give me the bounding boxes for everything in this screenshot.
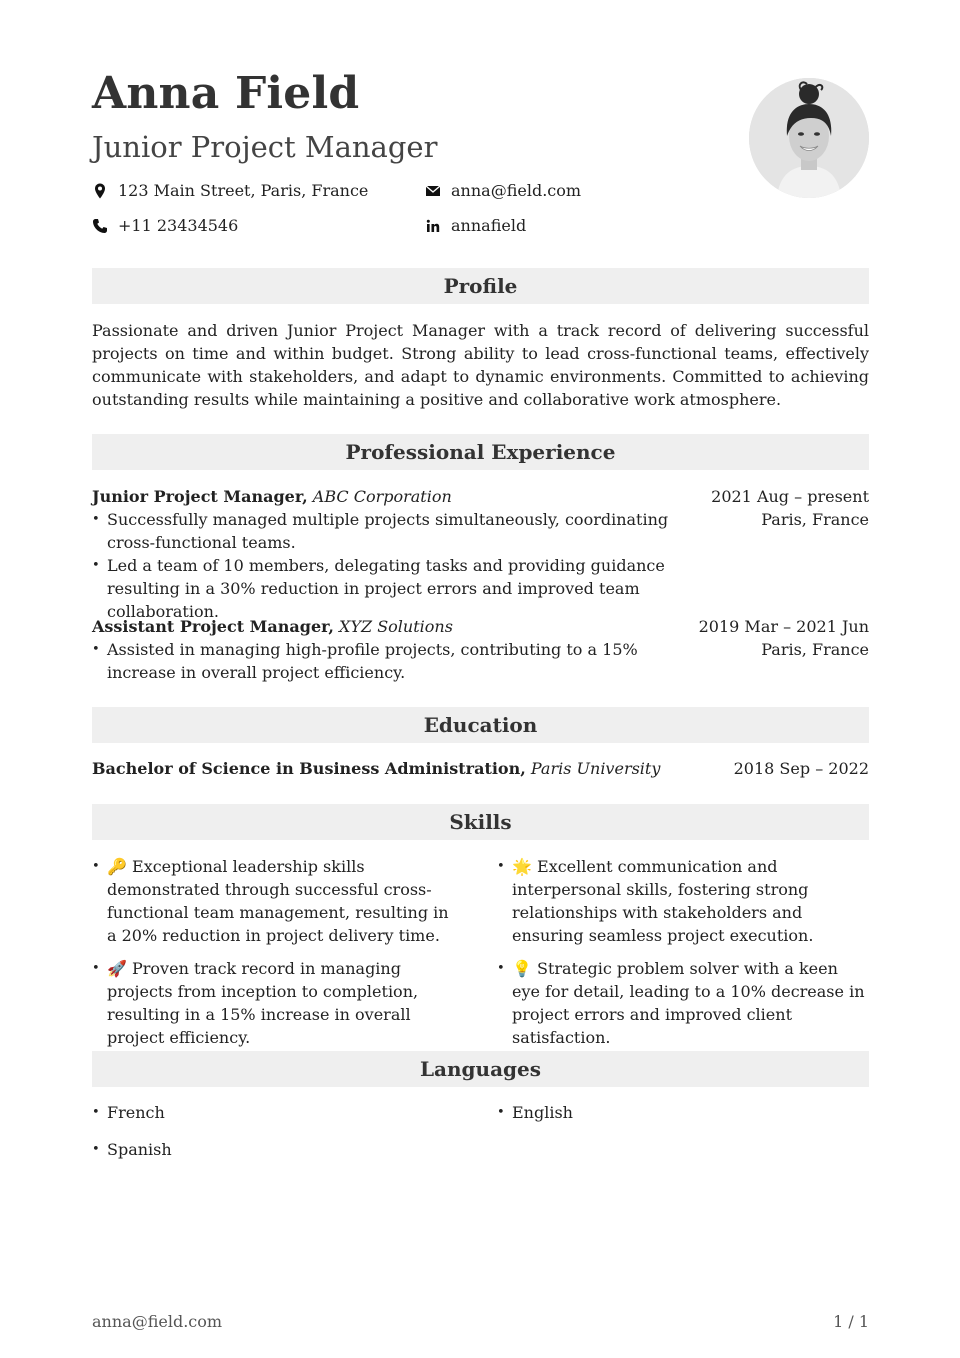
contact-phone[interactable] [92, 216, 238, 235]
skills-column-left [92, 855, 452, 1059]
experience-heading: Professional Experience [92, 434, 869, 470]
page-number: 1 / 1 [833, 1312, 869, 1331]
candidate-name: Anna Field [92, 68, 360, 119]
footer-email[interactable]: anna@field.com [92, 1312, 223, 1331]
job-1-title [92, 485, 452, 508]
job-1-company: ABC Corporation [312, 487, 452, 506]
list-item: • 🌟 Excellent communication and interpersonal skills, fostering strong relationships with stakeholders and ensuring seamless project execution. [497, 855, 867, 947]
job-2-title [92, 615, 453, 638]
job-1-location: Paris, France [761, 510, 869, 529]
email-text[interactable]: anna@field.com [451, 181, 582, 200]
skills-column-right [497, 855, 865, 1059]
list-item: • English [497, 1101, 797, 1124]
address-text: 123 Main Street, Paris, France [118, 181, 369, 200]
languages-heading: Languages [92, 1051, 869, 1087]
linkedin-icon [425, 218, 441, 234]
resume-page [92, 0, 869, 1358]
contact-email[interactable] [425, 181, 581, 200]
education-school: Paris University [530, 759, 661, 778]
languages-list-right [497, 1101, 797, 1124]
education-heading: Education [92, 707, 869, 743]
education-degree: Bachelor of Science in Business Administration, [92, 759, 526, 778]
profile-photo [749, 78, 869, 198]
list-item: • 💡 Strategic problem solver with a keen eye for detail, leading to a 10% decrease in project errors and improved client satisfaction. [497, 957, 867, 1049]
portrait-image [749, 78, 869, 198]
job-1-bullets [92, 508, 692, 623]
job-1-role: Junior Project Manager, [92, 487, 308, 506]
profile-heading: Profile [92, 268, 869, 304]
linkedin-text[interactable]: annafield [451, 216, 527, 235]
candidate-title: Junior Project Manager [92, 130, 438, 164]
education-dates: 2018 Sep – 2022 [733, 759, 869, 778]
list-item: • Spanish [92, 1138, 392, 1161]
list-item: • Assisted in managing high-profile projects, contributing to a 15% increase in overall project efficiency. [92, 638, 692, 684]
list-item: • 🔑 Exceptional leadership skills demonstrated through successful cross-functional team management, resulting in a 20% reduction in project delivery time. [92, 855, 452, 947]
languages-list-left-2 [92, 1138, 392, 1161]
job-2-company: XYZ Solutions [339, 617, 453, 636]
list-item: • Led a team of 10 members, delegating tasks and providing guidance resulting in a 30% reduction in project errors and improved team collaboration. [92, 554, 692, 623]
profile-text: Passionate and driven Junior Project Manager with a track record of delivering successful projects on time and within budget. Strong ability to lead cross-functional teams, effectively communicate with stakeholders, and adapt to dynamic environments. Committed to achieving outstanding results while maintaining a positive and collaborative work atmosphere. [92, 321, 869, 409]
list-item: • Successfully managed multiple projects simultaneously, coordinating cross-functional teams. [92, 508, 692, 554]
map-pin-icon [92, 183, 108, 199]
skills-heading: Skills [92, 804, 869, 840]
languages-list-left [92, 1101, 392, 1124]
list-item: • 🚀 Proven track record in managing projects from inception to completion, resulting in a 15% increase in overall project efficiency. [92, 957, 452, 1049]
contact-address [92, 181, 368, 200]
job-2-bullets [92, 638, 692, 684]
envelope-icon [425, 183, 441, 199]
phone-text: +11 23434546 [118, 216, 239, 235]
list-item: • French [92, 1101, 392, 1124]
education-entry [92, 757, 660, 780]
job-1-dates: 2021 Aug – present [711, 487, 869, 506]
contact-linkedin[interactable] [425, 216, 526, 235]
phone-icon [92, 218, 108, 234]
job-2-dates: 2019 Mar – 2021 Jun [698, 617, 869, 636]
job-2-location: Paris, France [761, 640, 869, 659]
job-2-role: Assistant Project Manager, [92, 617, 334, 636]
